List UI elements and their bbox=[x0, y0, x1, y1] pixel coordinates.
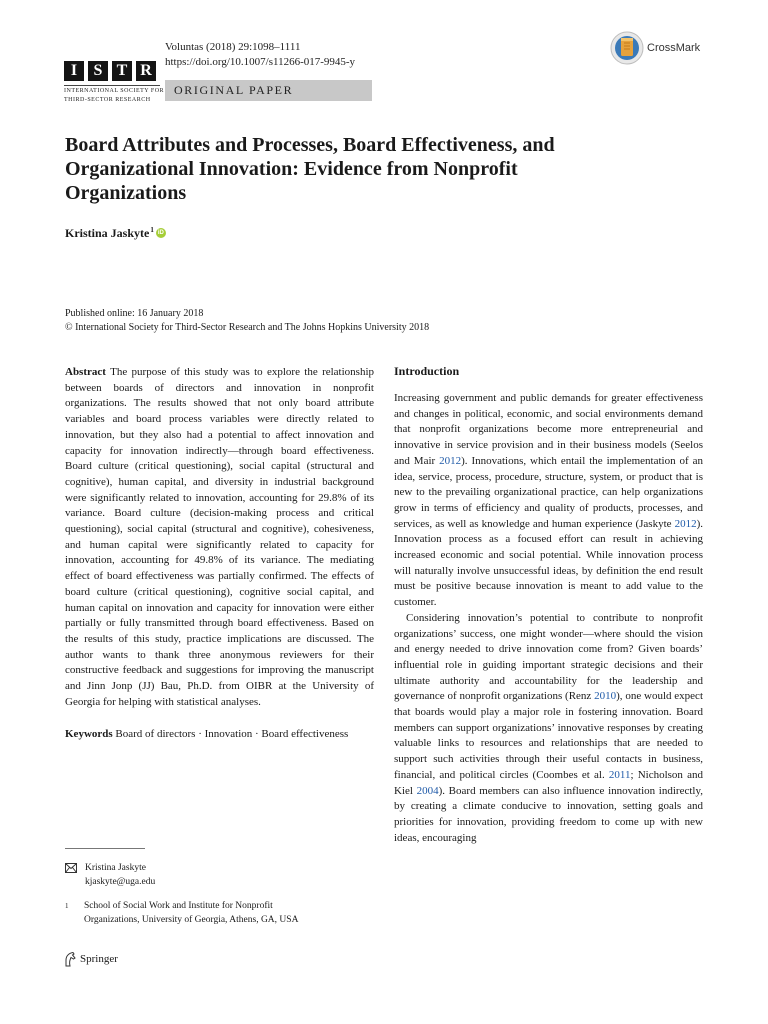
crossmark-icon bbox=[610, 31, 644, 65]
logo-subtitle-1: INTERNATIONAL SOCIETY FOR bbox=[64, 88, 165, 94]
contact-email[interactable]: kjaskyte@uga.edu bbox=[85, 877, 156, 887]
logo-letter: I bbox=[64, 61, 84, 81]
citation-link[interactable]: 2011 bbox=[608, 768, 631, 781]
citation-link[interactable]: 2012 bbox=[439, 454, 462, 467]
paper-title: Board Attributes and Processes, Board Effectiveness, and Organizational Innovation: Evidence from Nonprofit Organizations bbox=[65, 134, 555, 204]
crossmark-label: CrossMark bbox=[647, 42, 701, 54]
publisher-footer bbox=[63, 951, 118, 967]
footnote-divider bbox=[65, 848, 145, 849]
mail-icon bbox=[65, 863, 77, 873]
published-date: Published online: 16 January 2018 bbox=[65, 308, 204, 319]
keywords-text: Board of directors · Innovation · Board effectiveness bbox=[115, 728, 349, 741]
journal-meta bbox=[165, 40, 355, 70]
logo-letter: S bbox=[88, 61, 108, 81]
intro-paragraph-1 bbox=[394, 391, 703, 611]
text-run: Considering innovation’s potential to contribute to nonprofit organizations’ success, one might wonder—where should the vision and energy needed to drive innovation come from? Given boards’ influential role in guiding important strategic decisions and their ultimate authority and accountability for the leadership and governance of nonprofit organizations (Renz bbox=[394, 611, 703, 703]
logo-subtitle-2: THIRD-SECTOR RESEARCH bbox=[64, 97, 151, 103]
logo-rule bbox=[64, 85, 160, 86]
doi-link[interactable]: https://doi.org/10.1007/s11266-017-9945-y bbox=[165, 56, 356, 68]
affiliation-footnote bbox=[65, 899, 298, 927]
abstract-text: The purpose of this study was to explore the relationship between boards of directors and innovation in nonprofit organizations. The results showed that not only board attribute variables and board process variables were directly related to innovation, but they also had a potential to affect innovation and capacity for innovation indirectly—through board effectiveness. Board culture (critical questioning), social capital (structural and cognitive), human capital, and diversity in industrial background were significantly related to innovation, accounting for 29.8% of its variance. Board culture (decision-making process and critical questioning), social capital (structural and cognitive), cohesiveness, and human capital were significantly related to capacity for innovation, accounting for 49.8% of its variance. The mediating effect of board effectiveness was partially confirmed. The effects of board culture (critical questioning), cognitive social capital, and human capital on innovation and capacity for innovation were either partially or fully transmitted through board effectiveness. Based on the results of this study, practice implications are discussed. The author wants to thank three anonymous reviewers for their constructive feedback and suggestions for improving the manuscript and Jinn Jonp (JJ) Bau, Ph.D. from OIBR at the University of Georgia for helping with statistical analyses. bbox=[65, 366, 374, 708]
istr-logo-letters bbox=[64, 61, 160, 81]
author-affiliation-marker: 1 bbox=[150, 226, 154, 234]
istr-logo bbox=[64, 61, 165, 104]
keywords bbox=[65, 727, 374, 743]
article-type-bar: ORIGINAL PAPER bbox=[165, 80, 372, 101]
journal-citation: Voluntas (2018) 29:1098–1111 bbox=[165, 41, 301, 53]
author-line bbox=[65, 226, 166, 241]
logo-letter: T bbox=[112, 61, 132, 81]
copyright-line: © International Society for Third-Sector Research and The Johns Hopkins University 2018 bbox=[65, 322, 430, 333]
text-run: Increasing government and public demands for greater effectiveness and changes in political, economic, and social environments demand that nonprofit organizations become more entrepreneurial and innovative in service provision and in their business models (Seelos and Mair bbox=[394, 392, 703, 467]
affiliation-line-2: Organizations, University of Georgia, Athens, GA, USA bbox=[84, 915, 299, 925]
left-column bbox=[65, 365, 374, 743]
right-column bbox=[394, 365, 703, 846]
contact-name: Kristina Jaskyte bbox=[85, 863, 146, 873]
springer-horse-icon bbox=[63, 951, 77, 967]
citation-link[interactable]: 2012 bbox=[674, 517, 697, 530]
section-heading-introduction: Introduction bbox=[394, 364, 460, 378]
citation-link[interactable]: 2004 bbox=[416, 784, 439, 797]
text-run: ). Innovation process as a focused effort can result in achieving increased economic and social potential. While innovation process will naturally involve unsuccessful ideas, by definition the end result must be positive because innovation is meant to add value to the customer. bbox=[394, 517, 703, 609]
crossmark-badge[interactable] bbox=[610, 31, 700, 65]
publication-info bbox=[65, 307, 429, 335]
publisher-name: Springer bbox=[80, 953, 118, 965]
text-run: ; Nicholson and Kiel bbox=[394, 768, 703, 797]
abstract bbox=[65, 365, 374, 710]
text-run: ). Innovations, which entail the implementation of an idea, service, process, procedure, structure, system, or product that is new to the prevailing organizational practice, can help organizations grow in terms of efficiency and quality of products, processes, and services, as well as knowledge and human experience (Jaskyte bbox=[394, 454, 703, 530]
intro-paragraph-2 bbox=[394, 611, 703, 847]
author-name: Kristina Jaskyte bbox=[65, 226, 150, 240]
abstract-heading: Abstract bbox=[65, 366, 106, 378]
affiliation-line-1: School of Social Work and Institute for Nonprofit bbox=[84, 901, 273, 911]
orcid-icon[interactable]: iD bbox=[157, 230, 164, 236]
corresponding-author bbox=[65, 861, 155, 889]
logo-letter: R bbox=[136, 61, 156, 81]
text-run: ). Board members can also influence innovation indirectly, by creating a climate conducive to innovation, setting goals and priorities for innovation, providing freedom to come up with new ideas, encouraging bbox=[394, 784, 703, 844]
keywords-heading: Keywords bbox=[65, 728, 113, 741]
citation-link[interactable]: 2010 bbox=[594, 690, 617, 703]
text-run: ), one would expect that boards would play a major role in fostering innovation. Board members can support organizations’ innovative responses by creating valuable links to resources and relationships that are needed to support such activities through their useful contacts in business, financial, and political circles (Coombes et al. bbox=[394, 690, 703, 781]
affiliation-number: 1 bbox=[65, 902, 69, 910]
